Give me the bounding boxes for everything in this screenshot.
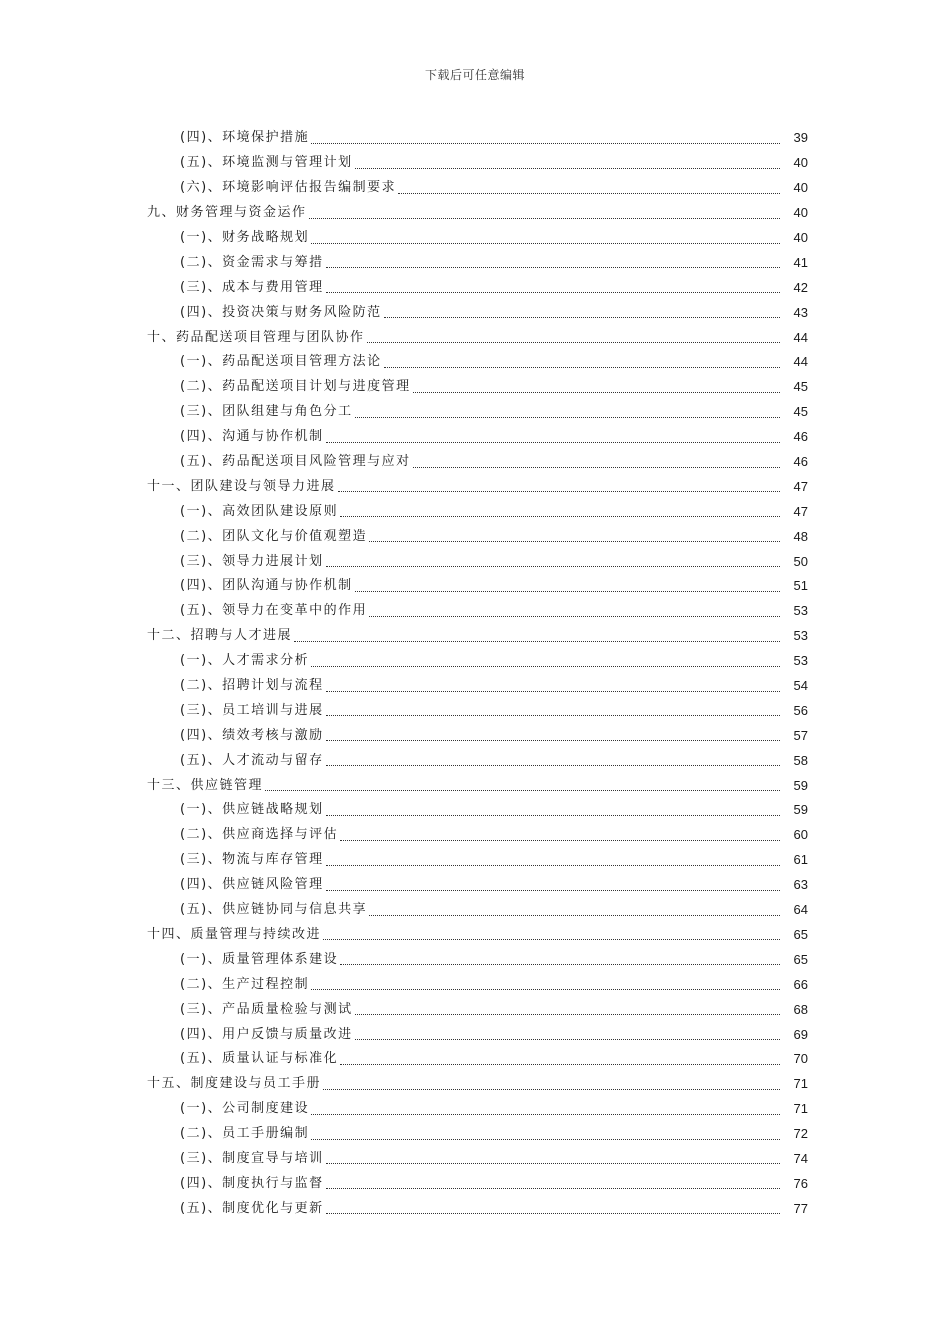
toc-subsection-entry[interactable]	[0, 972, 950, 997]
toc-dot-leader	[309, 202, 780, 219]
toc-dot-leader	[340, 1048, 780, 1065]
toc-entry-title: (一)、财务战略规划	[180, 230, 310, 245]
toc-dot-leader	[384, 351, 780, 368]
toc-subsection-entry[interactable]	[0, 176, 950, 201]
toc-dot-leader	[326, 550, 780, 567]
toc-page-number: 43	[793, 304, 808, 320]
toc-entry-title: (四)、环境保护措施	[180, 130, 310, 146]
toc-page-number: 46	[793, 429, 808, 445]
toc-dot-leader	[326, 749, 780, 766]
toc-subsection-entry[interactable]	[0, 574, 950, 599]
toc-entry-title: (三)、产品质量检验与测试	[180, 1001, 353, 1017]
toc-entry-title: (四)、制度执行与监督	[180, 1175, 324, 1191]
toc-subsection-entry[interactable]	[0, 698, 950, 723]
toc-page-number: 54	[793, 678, 808, 694]
toc-dot-leader	[355, 1023, 780, 1040]
toc-dot-leader	[311, 227, 780, 244]
toc-entry-title: (三)、团队组建与角色分工	[180, 404, 353, 420]
toc-subsection-entry[interactable]	[0, 1171, 950, 1196]
toc-entry-title: (三)、物流与库存管理	[180, 852, 324, 868]
toc-subsection-entry[interactable]	[0, 400, 950, 425]
toc-subsection-entry[interactable]	[0, 748, 950, 773]
toc-subsection-entry[interactable]	[0, 1122, 950, 1147]
toc-entry-title: (三)、领导力进展计划	[180, 553, 324, 569]
toc-entry-title: (五)、环境监测与管理计划	[180, 155, 353, 171]
toc-entry-title: (五)、人才流动与留存	[180, 752, 324, 768]
toc-subsection-entry[interactable]	[0, 599, 950, 624]
toc-entry-title: (一)、人才需求分析	[180, 653, 310, 669]
toc-dot-leader	[326, 426, 780, 443]
toc-page-number: 39	[793, 130, 808, 146]
toc-entry-title: (四)、用户反馈与质量改进	[180, 1026, 353, 1042]
toc-dot-leader	[311, 650, 780, 667]
toc-page-number: 40	[793, 155, 808, 171]
toc-page-number: 63	[793, 877, 808, 893]
toc-entry-title: (二)、招聘计划与流程	[180, 678, 324, 694]
toc-dot-leader	[413, 451, 780, 468]
toc-page-number: 71	[793, 1076, 808, 1092]
toc-page-number: 44	[793, 354, 808, 370]
toc-subsection-entry[interactable]	[0, 848, 950, 873]
toc-dot-leader	[326, 251, 780, 268]
toc-dot-leader	[340, 500, 780, 517]
toc-page-number: 59	[793, 802, 808, 818]
toc-dot-leader	[413, 376, 780, 393]
toc-entry-title: (二)、药品配送项目计划与进度管理	[180, 379, 411, 395]
toc-dot-leader	[326, 675, 780, 692]
toc-page-number: 53	[793, 603, 808, 619]
toc-section-entry[interactable]	[0, 773, 950, 798]
toc-subsection-entry[interactable]	[0, 425, 950, 450]
toc-subsection-entry[interactable]	[0, 350, 950, 375]
toc-entry-title: (三)、成本与费用管理	[180, 279, 324, 295]
toc-section-entry[interactable]	[0, 201, 950, 226]
toc-dot-leader	[355, 575, 780, 592]
toc-entry-title: (五)、供应链协同与信息共享	[180, 902, 368, 918]
toc-entry-title: (二)、资金需求与筹措	[180, 254, 324, 270]
toc-entry-title: 十五、制度建设与员工手册	[147, 1076, 322, 1092]
toc-subsection-entry[interactable]	[0, 674, 950, 699]
toc-page-number: 47	[793, 478, 808, 494]
toc-dot-leader	[340, 824, 780, 841]
toc-subsection-entry[interactable]	[0, 300, 950, 325]
toc-dot-leader	[340, 948, 780, 965]
toc-entry-title: (一)、高效团队建设原则	[180, 503, 339, 519]
toc-subsection-entry[interactable]	[0, 873, 950, 898]
toc-subsection-entry[interactable]	[0, 1147, 950, 1172]
toc-entry-title: 十二、招聘与人才进展	[147, 628, 293, 644]
toc-subsection-entry[interactable]	[0, 375, 950, 400]
table-of-contents	[0, 126, 950, 1221]
toc-dot-leader	[355, 401, 780, 418]
toc-page-number: 64	[793, 902, 808, 918]
toc-dot-leader	[323, 1073, 780, 1090]
page-header: 下载后可任意编辑	[424, 68, 525, 82]
toc-page-number: 40	[793, 230, 808, 245]
toc-page-number: 70	[793, 1051, 808, 1067]
toc-subsection-entry[interactable]	[0, 126, 950, 151]
toc-dot-leader	[326, 276, 780, 293]
toc-section-entry[interactable]	[0, 1072, 950, 1097]
toc-page-number: 46	[793, 454, 808, 470]
toc-entry-title: (四)、绩效考核与激励	[180, 727, 324, 743]
toc-entry-title: (五)、领导力在变革中的作用	[180, 603, 368, 619]
toc-page-number: 40	[793, 205, 808, 221]
toc-dot-leader	[311, 1098, 780, 1115]
toc-page-number: 42	[793, 279, 808, 295]
toc-dot-leader	[355, 152, 780, 169]
toc-entry-title: (五)、质量认证与标准化	[180, 1051, 339, 1067]
toc-page-number: 60	[793, 827, 808, 843]
toc-entry-title: (四)、团队沟通与协作机制	[180, 578, 353, 594]
toc-subsection-entry[interactable]	[0, 1047, 950, 1072]
toc-page-number: 68	[793, 1001, 808, 1017]
toc-dot-leader	[369, 600, 780, 617]
toc-entry-title: (二)、生产过程控制	[180, 976, 310, 992]
toc-subsection-entry[interactable]	[0, 275, 950, 300]
toc-dot-leader	[265, 774, 780, 791]
toc-entry-title: (二)、团队文化与价值观塑造	[180, 528, 368, 544]
toc-entry-title: (一)、公司制度建设	[180, 1101, 310, 1117]
toc-subsection-entry[interactable]	[0, 898, 950, 923]
toc-entry-title: (六)、环境影响评估报告编制要求	[180, 180, 397, 196]
toc-subsection-entry[interactable]	[0, 250, 950, 275]
toc-subsection-entry[interactable]	[0, 524, 950, 549]
toc-page-number: 53	[793, 653, 808, 669]
toc-dot-leader	[384, 301, 780, 318]
toc-entry-title: (一)、质量管理体系建设	[180, 951, 339, 967]
toc-page-number: 59	[793, 777, 808, 793]
toc-dot-leader	[326, 699, 780, 716]
toc-section-entry[interactable]	[0, 624, 950, 649]
toc-page-number: 45	[793, 404, 808, 420]
toc-entry-title: (一)、药品配送项目管理方法论	[180, 354, 382, 370]
toc-page-number: 71	[793, 1101, 808, 1117]
toc-section-entry[interactable]	[0, 474, 950, 499]
toc-page-number: 40	[793, 180, 808, 196]
toc-entry-title: (五)、药品配送项目风险管理与应对	[180, 454, 411, 470]
toc-entry-title: 十三、供应链管理	[147, 777, 264, 793]
toc-entry-title: 十、药品配送项目管理与团队协作	[147, 329, 365, 345]
toc-subsection-entry[interactable]	[0, 549, 950, 574]
toc-entry-title: (一)、供应链战略规划	[180, 802, 324, 818]
toc-dot-leader	[326, 874, 780, 891]
toc-dot-leader	[326, 1197, 780, 1214]
toc-subsection-entry[interactable]	[0, 798, 950, 823]
toc-subsection-entry[interactable]	[0, 450, 950, 475]
toc-dot-leader	[398, 177, 780, 194]
toc-subsection-entry[interactable]	[0, 649, 950, 674]
toc-dot-leader	[311, 973, 780, 990]
toc-entry-title: 十一、团队建设与领导力进展	[147, 478, 336, 494]
toc-subsection-entry[interactable]	[0, 1022, 950, 1047]
toc-page-number: 76	[793, 1175, 808, 1191]
toc-subsection-entry[interactable]	[0, 226, 950, 251]
toc-section-entry[interactable]	[0, 923, 950, 948]
toc-dot-leader	[369, 525, 780, 542]
toc-entry-title: (三)、制度宣导与培训	[180, 1150, 324, 1166]
toc-dot-leader	[326, 1172, 780, 1189]
toc-subsection-entry[interactable]	[0, 1196, 950, 1221]
toc-page-number: 74	[793, 1150, 808, 1166]
toc-page-number: 72	[793, 1126, 808, 1142]
toc-dot-leader	[326, 799, 780, 816]
toc-entry-title: (二)、供应商选择与评估	[180, 827, 339, 843]
toc-page-number: 65	[793, 926, 808, 942]
toc-entry-title: (四)、沟通与协作机制	[180, 429, 324, 445]
toc-page-number: 61	[793, 852, 808, 868]
toc-entry-title: (三)、员工培训与进展	[180, 702, 324, 718]
toc-page-number: 65	[793, 951, 808, 967]
toc-dot-leader	[369, 899, 780, 916]
toc-page-number: 69	[793, 1026, 808, 1042]
toc-dot-leader	[311, 127, 780, 144]
toc-dot-leader	[355, 998, 780, 1015]
toc-page-number: 66	[793, 976, 808, 992]
toc-page-number: 41	[793, 254, 808, 270]
toc-page-number: 57	[793, 727, 808, 743]
toc-page-number: 44	[793, 329, 808, 345]
toc-dot-leader	[323, 923, 780, 940]
toc-subsection-entry[interactable]	[0, 997, 950, 1022]
toc-page-number: 48	[793, 528, 808, 544]
toc-entry-title: (四)、投资决策与财务风险防范	[180, 304, 382, 320]
toc-page-number: 56	[793, 702, 808, 718]
toc-dot-leader	[311, 1123, 780, 1140]
toc-subsection-entry[interactable]	[0, 947, 950, 972]
toc-dot-leader	[326, 724, 780, 741]
toc-entry-title: 十四、质量管理与持续改进	[147, 926, 322, 942]
toc-page-number: 45	[793, 379, 808, 395]
toc-page-number: 51	[793, 578, 808, 594]
toc-subsection-entry[interactable]	[0, 499, 950, 524]
toc-entry-title: (五)、制度优化与更新	[180, 1200, 324, 1216]
toc-dot-leader	[294, 625, 780, 642]
toc-page-number: 77	[793, 1200, 808, 1216]
toc-subsection-entry[interactable]	[0, 723, 950, 748]
toc-dot-leader	[338, 475, 780, 492]
toc-entry-title: 九、财务管理与资金运作	[147, 205, 307, 221]
toc-page-number: 47	[793, 503, 808, 519]
toc-page-number: 50	[793, 553, 808, 569]
toc-section-entry[interactable]	[0, 325, 950, 350]
toc-subsection-entry[interactable]	[0, 1097, 950, 1122]
toc-entry-title: (四)、供应链风险管理	[180, 877, 324, 893]
toc-dot-leader	[326, 849, 780, 866]
toc-dot-leader	[326, 1147, 780, 1164]
toc-page-number: 53	[793, 628, 808, 644]
toc-subsection-entry[interactable]	[0, 151, 950, 176]
toc-dot-leader	[367, 326, 780, 343]
toc-subsection-entry[interactable]	[0, 823, 950, 848]
toc-entry-title: (二)、员工手册编制	[180, 1126, 310, 1142]
toc-page-number: 58	[793, 752, 808, 768]
